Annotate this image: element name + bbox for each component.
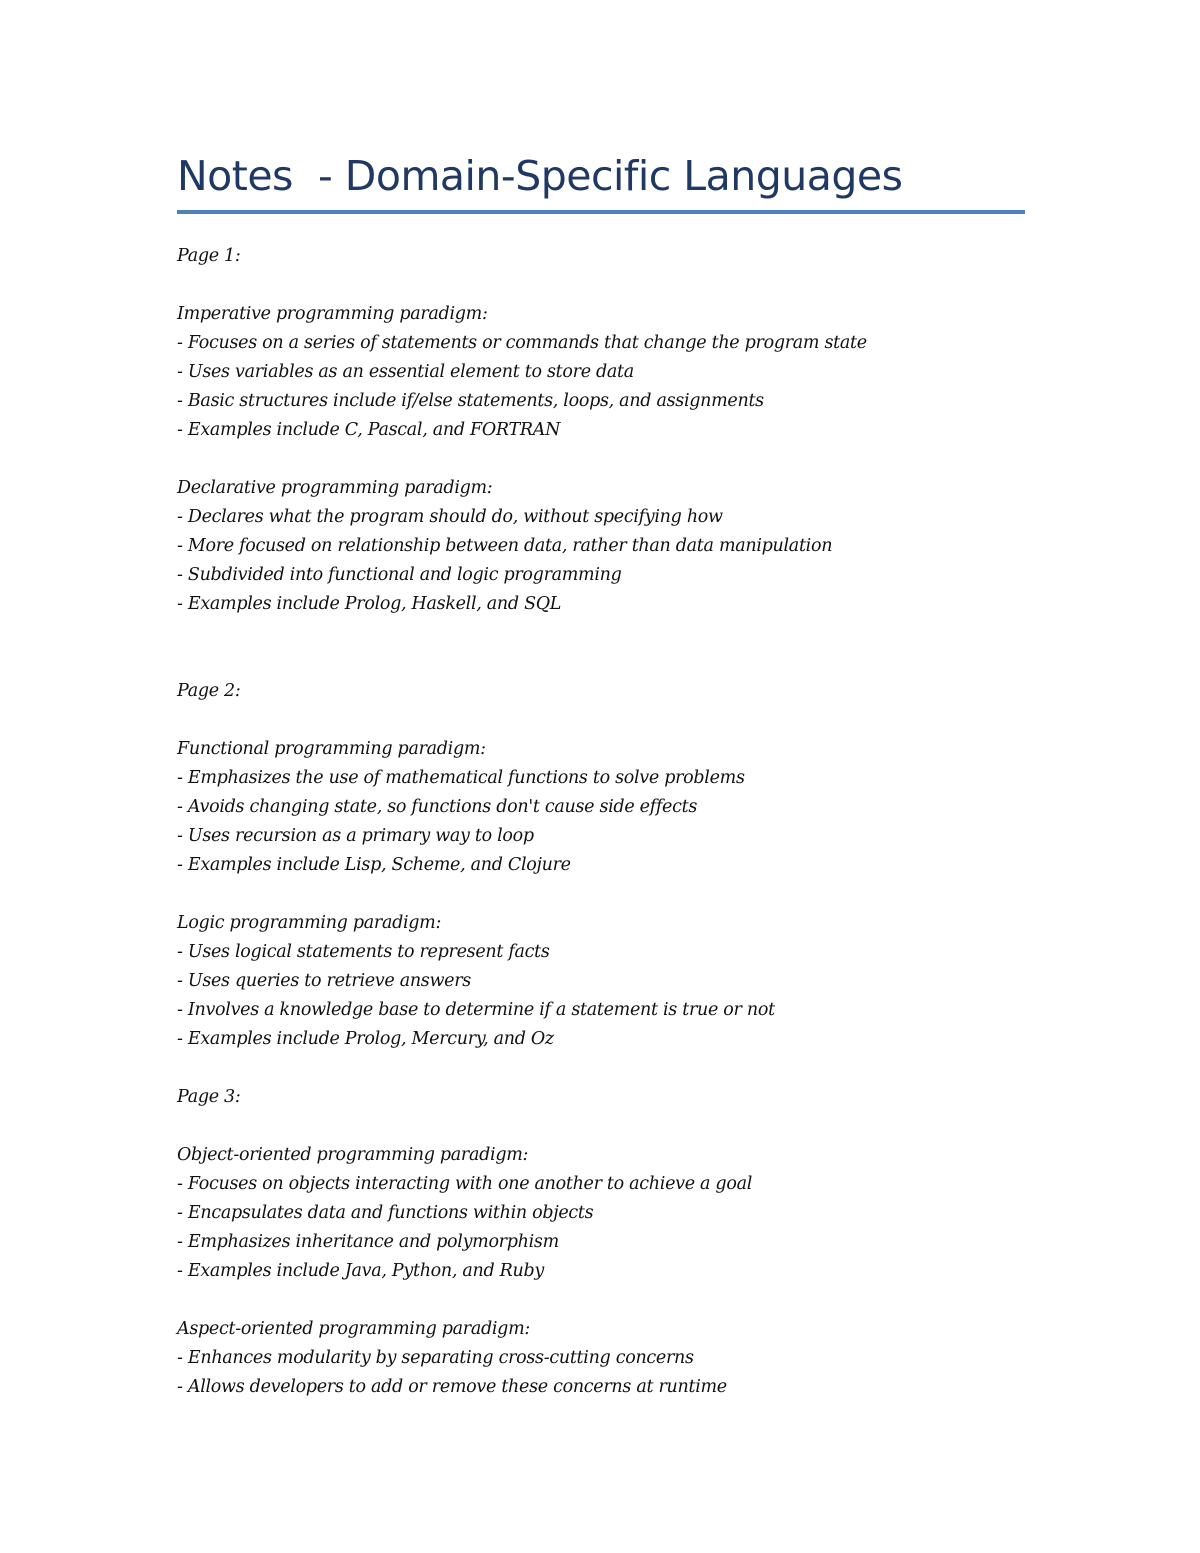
section-heading: Object-oriented programming paradigm: bbox=[177, 1145, 529, 1165]
bullet-line: - Subdivided into functional and logic programming bbox=[177, 565, 622, 585]
blank-line bbox=[177, 1286, 1025, 1315]
blank-line bbox=[177, 706, 1025, 735]
bullet-line: - Basic structures include if/else statements, loops, and assignments bbox=[177, 391, 764, 411]
bullet-line: - Focuses on objects interacting with one another to achieve a goal bbox=[177, 1174, 752, 1194]
bullet-line: - Uses variables as an essential element to store data bbox=[177, 362, 634, 382]
blank-line bbox=[177, 880, 1025, 909]
bullet-line: - Emphasizes inheritance and polymorphism bbox=[177, 1232, 559, 1252]
bullet-line: - Involves a knowledge base to determine if a statement is true or not bbox=[177, 1000, 775, 1020]
bullet-line: - Encapsulates data and functions within objects bbox=[177, 1203, 594, 1223]
bullet-line: - Enhances modularity by separating cross-cutting concerns bbox=[177, 1348, 694, 1368]
blank-line bbox=[177, 619, 1025, 648]
blank-line bbox=[177, 271, 1025, 300]
bullet-line: - Allows developers to add or remove these concerns at runtime bbox=[177, 1377, 727, 1397]
bullet-line: - Examples include Java, Python, and Ruby bbox=[177, 1261, 545, 1281]
section-heading: Logic programming paradigm: bbox=[177, 913, 442, 933]
page-heading: Page 2: bbox=[177, 681, 241, 701]
bullet-line: - Emphasizes the use of mathematical functions to solve problems bbox=[177, 768, 745, 788]
section-heading: Imperative programming paradigm: bbox=[177, 304, 488, 324]
bullet-line: - Examples include C, Pascal, and FORTRAN bbox=[177, 420, 561, 440]
page-heading: Page 3: bbox=[177, 1087, 241, 1107]
section-heading: Declarative programming paradigm: bbox=[177, 478, 493, 498]
bullet-line: - Uses recursion as a primary way to loop bbox=[177, 826, 534, 846]
bullet-line: - Examples include Prolog, Mercury, and Oz bbox=[177, 1029, 554, 1049]
bullet-line: - Avoids changing state, so functions don't cause side effects bbox=[177, 797, 698, 817]
page-heading: Page 1: bbox=[177, 246, 241, 266]
bullet-line: - Examples include Prolog, Haskell, and SQL bbox=[177, 594, 562, 614]
section-heading: Aspect-oriented programming paradigm: bbox=[177, 1319, 530, 1339]
bullet-line: - Uses logical statements to represent facts bbox=[177, 942, 550, 962]
bullet-line: - Uses queries to retrieve answers bbox=[177, 971, 471, 991]
title-underline bbox=[177, 210, 1025, 214]
bullet-line: - Focuses on a series of statements or commands that change the program state bbox=[177, 333, 867, 353]
blank-line bbox=[177, 1112, 1025, 1141]
bullet-line: - Declares what the program should do, without specifying how bbox=[177, 507, 723, 527]
bullet-line: - More focused on relationship between data, rather than data manipulation bbox=[177, 536, 833, 556]
document-body bbox=[177, 242, 1025, 1402]
document-title: Notes - Domain-Specific Languages bbox=[177, 152, 903, 200]
section-heading: Functional programming paradigm: bbox=[177, 739, 486, 759]
blank-line bbox=[177, 445, 1025, 474]
blank-line bbox=[177, 648, 1025, 677]
bullet-line: - Examples include Lisp, Scheme, and Clojure bbox=[177, 855, 571, 875]
blank-line bbox=[177, 1054, 1025, 1083]
